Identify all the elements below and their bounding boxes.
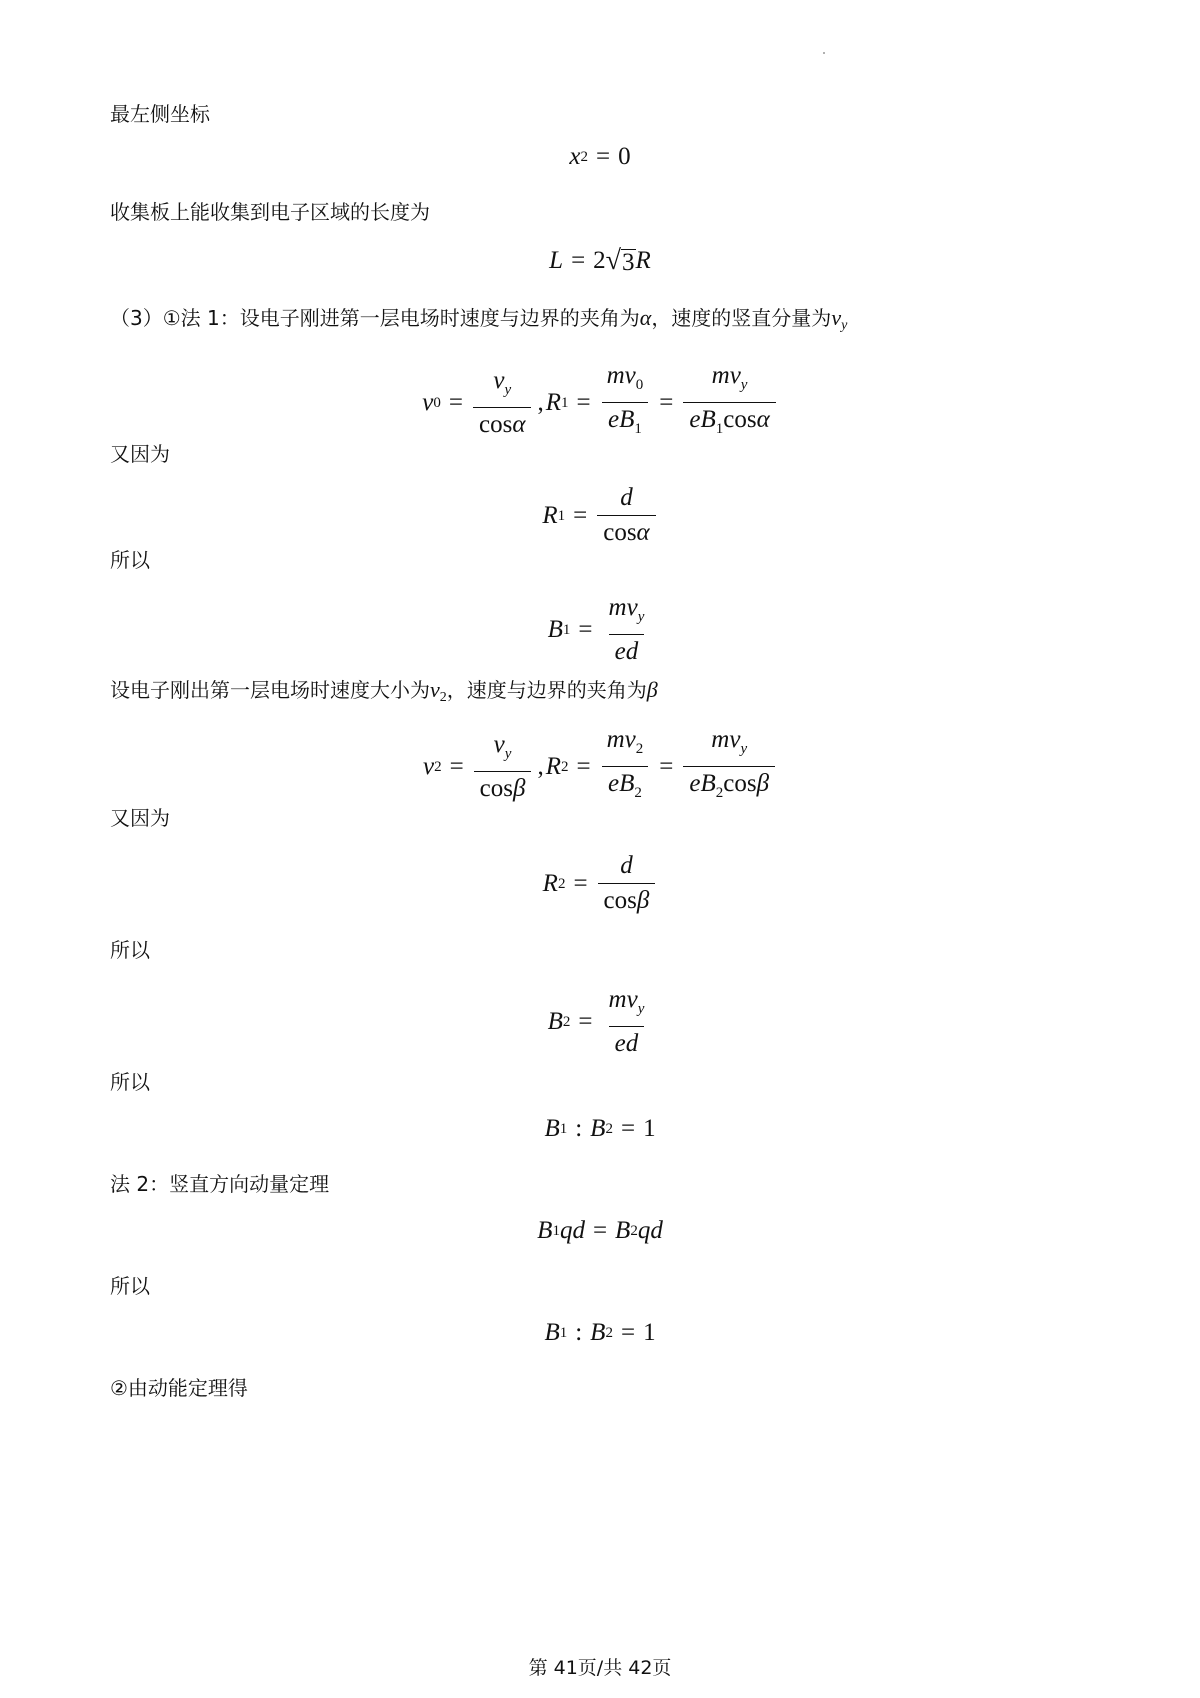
equation-length: L = 2 √ 3 R: [549, 245, 651, 276]
equation-R1-d: R 1 = $\frac{d}{\cos\alpha}$: [0, 484, 1200, 547]
fraction: $\frac{mv_2}{eB_2}$: [601, 726, 650, 807]
fraction: $\frac{d}{\cos\alpha}$: [597, 484, 655, 547]
fraction: $\frac{mv_y}{eB_1\cos\alpha}$: [683, 362, 775, 443]
equation-v2-R2: v 2 = $\frac{v_y}{\cos\beta}$ , R 2 = $\frac{mv_2}{eB_2}$ = $\frac{mv_y}{eB_2\cos\beta}$: [0, 726, 1200, 807]
equation-ratio-1: B 1 : B 2 = 1: [544, 1115, 656, 1142]
fraction: $\frac{v_y}{\cos\beta}$: [474, 731, 532, 803]
fraction: $\frac{mv_0}{eB_1}$: [601, 362, 650, 443]
fraction: $\frac{v_y}{\cos\alpha}$: [473, 367, 531, 439]
equation-x2: x 2 = 0: [569, 143, 631, 170]
text-line-collection-length: 收集板上能收集到电子区域的长度为: [110, 200, 430, 224]
fraction: $\frac{mv_y}{ed}$: [608, 594, 645, 665]
text-line-therefore1: 所以: [110, 548, 150, 572]
text-line-therefore3: 所以: [110, 1070, 150, 1094]
text-line-because2: 又因为: [110, 806, 170, 830]
sqrt-symbol: √ 3: [605, 245, 635, 276]
text-line-kinetic-energy: ②由动能定理得: [110, 1376, 248, 1400]
text-line-method2: 法 2：竖直方向动量定理: [110, 1172, 330, 1196]
equation-v0-R1: v 0 = $\frac{v_y}{\cos\alpha}$ , R 1 = $\frac{mv_0}{eB_1}$ = $\frac{mv_y}{eB_1\cos\alpha}$: [0, 362, 1200, 443]
text-line-because1: 又因为: [110, 442, 170, 466]
equation-momentum: B 1 q d = B 2 q d: [537, 1217, 663, 1244]
text-line-method1: （3）①法 1：设电子刚进第一层电场时速度与边界的夹角为α，速度的竖直分量为$v_y$: [110, 305, 848, 333]
fraction: $\frac{mv_y}{eB_2\cos\beta}$: [683, 726, 775, 807]
fraction: $\frac{d}{\cos\beta}$: [598, 852, 656, 915]
text-line-therefore4: 所以: [110, 1274, 150, 1298]
equation-R2-d: R 2 = $\frac{d}{\cos\beta}$: [0, 852, 1200, 915]
text-line-therefore2: 所以: [110, 938, 150, 962]
scan-mark: [823, 52, 825, 54]
equation-B1: B 1 = $\frac{mv_y}{ed}$: [0, 594, 1200, 666]
page-number-footer: 第 41页/共 42页: [528, 1657, 672, 1679]
equation-ratio-2: B 1 : B 2 = 1: [544, 1319, 656, 1346]
text-line-leftmost-coordinate: 最左侧坐标: [110, 102, 210, 126]
text-line-exit-velocity: 设电子刚出第一层电场时速度大小为$v_2$，速度与边界的夹角为β: [110, 677, 658, 705]
equation-B2: B 2 = $\frac{mv_y}{ed}$: [0, 986, 1200, 1058]
fraction: $\frac{mv_y}{ed}$: [608, 986, 645, 1057]
